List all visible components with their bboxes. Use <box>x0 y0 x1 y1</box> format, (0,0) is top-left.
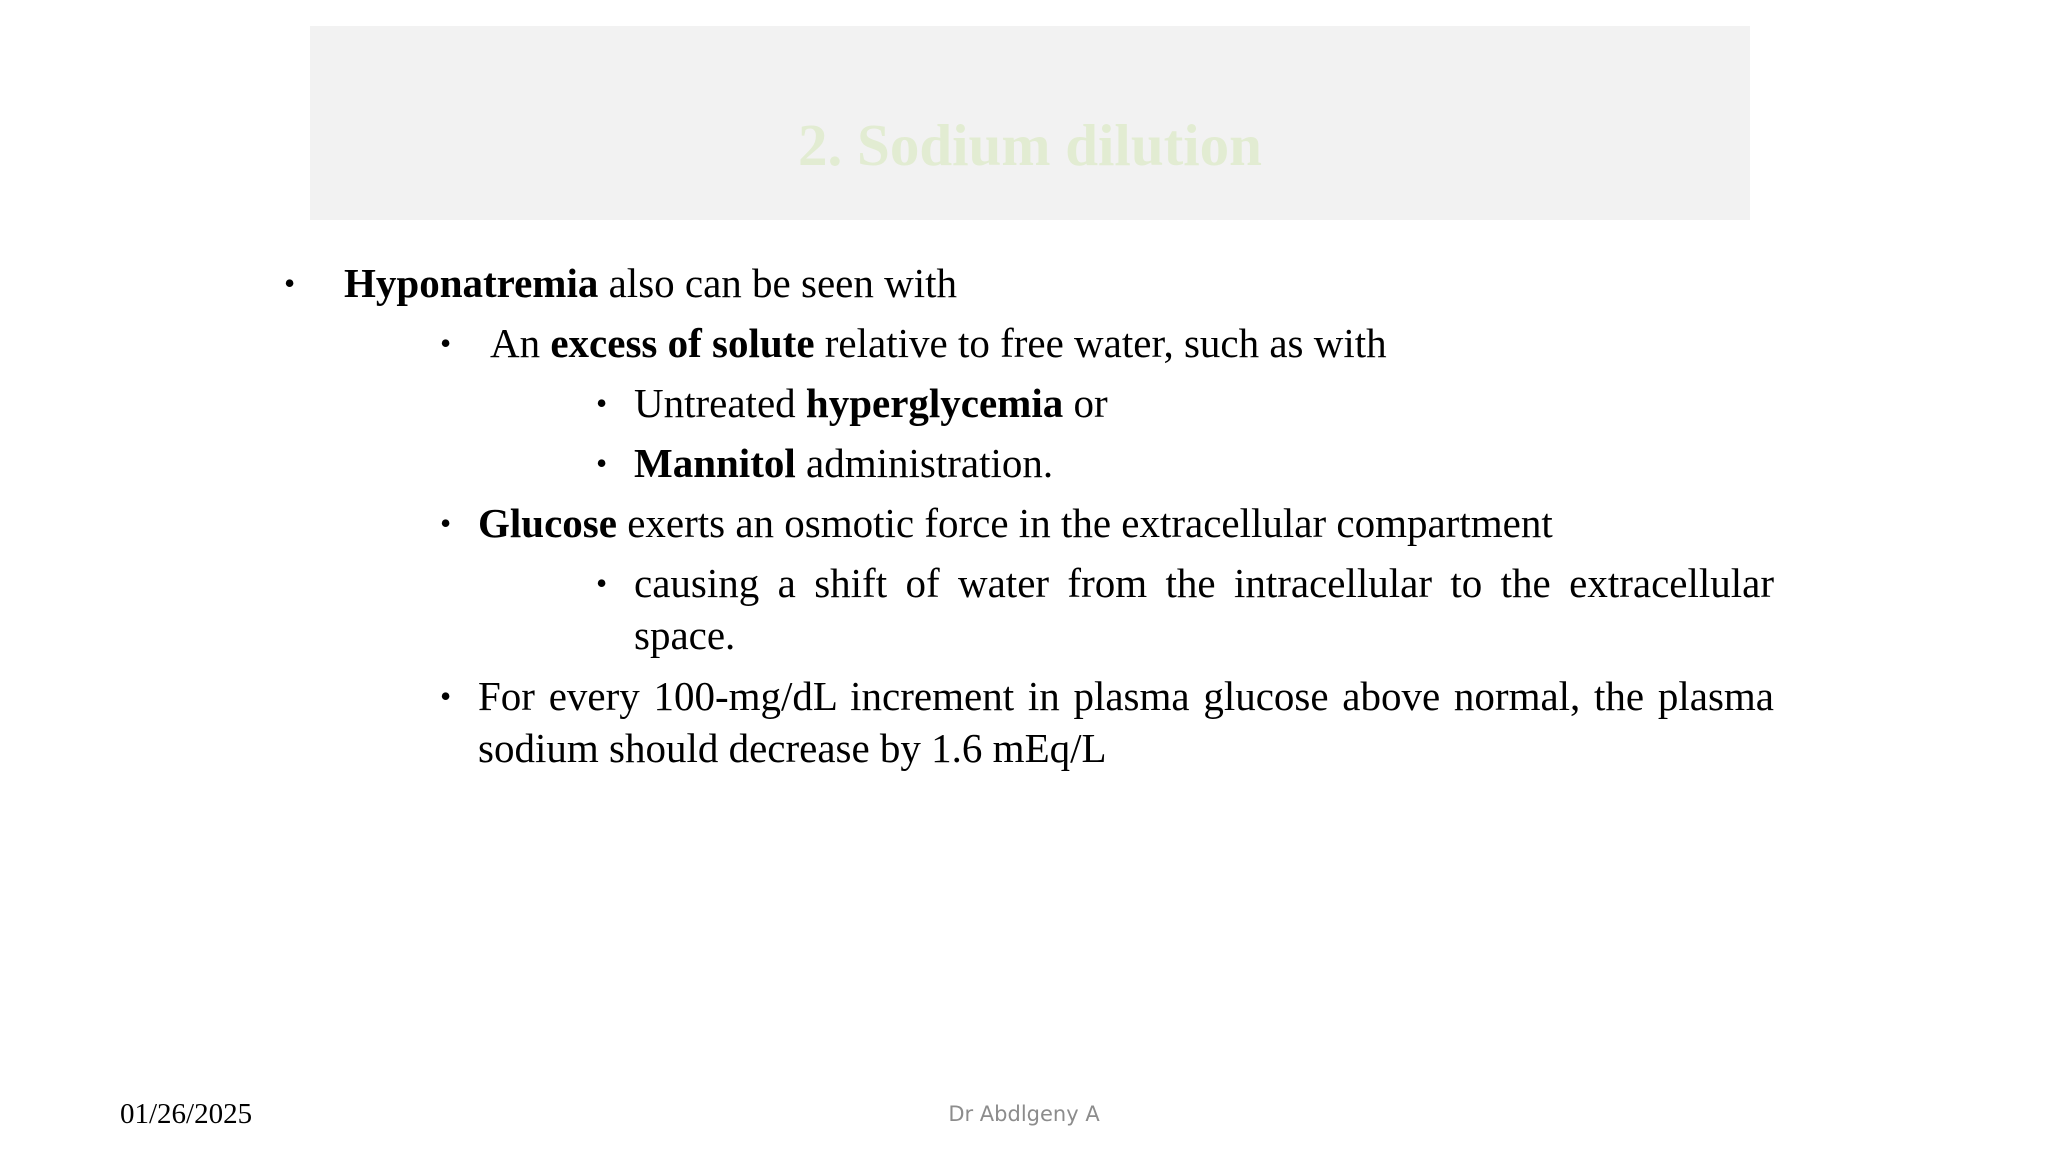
bullet-mannitol <box>634 437 1053 489</box>
bullet-hyperglycemia <box>634 377 1108 429</box>
bullet-dot: • <box>596 565 608 601</box>
bullet-text: or <box>1063 380 1108 426</box>
bold-term: Mannitol <box>634 440 796 486</box>
bold-term: Hyponatremia <box>344 260 599 306</box>
bold-term: Glucose <box>478 500 617 546</box>
bullet-text: also can be seen with <box>598 260 957 306</box>
bullet-dot: • <box>596 385 608 421</box>
title-box <box>310 26 1750 220</box>
bullet-text: relative to free water, such as with <box>814 320 1387 366</box>
bullet-dot: • <box>440 505 452 541</box>
bullet-text: An <box>490 320 551 366</box>
bullet-dot: • <box>440 678 452 714</box>
bullet-dot: • <box>596 445 608 481</box>
bullet-glucose <box>478 497 1553 549</box>
bullet-text: administration. <box>795 440 1054 486</box>
bold-term: hyperglycemia <box>805 380 1064 426</box>
bullet-text: Untreated <box>634 380 806 426</box>
bullet-excess-solute <box>490 317 1387 369</box>
bullet-sodium-correction: For every 100-mg/dL increment in plasma glucose above normal, the plasma sodium should decrease by 1.6 mEq/L <box>478 673 1774 771</box>
bullet-water-shift: causing a shift of water from the intracellular to the extracellular space. <box>634 560 1774 658</box>
footer-date: 01/26/2025 <box>120 1098 253 1130</box>
bullet-text: exerts an osmotic force in the extracellular compartment <box>616 500 1553 546</box>
bullet-dot: • <box>284 265 296 301</box>
slide-title: 2. Sodium dilution <box>798 112 1262 178</box>
bullet-dot: • <box>440 325 452 361</box>
bullet-hyponatremia <box>344 257 957 309</box>
bold-term: excess of solute <box>550 320 815 366</box>
footer-author: Dr Abdlgeny A <box>948 1102 1100 1126</box>
